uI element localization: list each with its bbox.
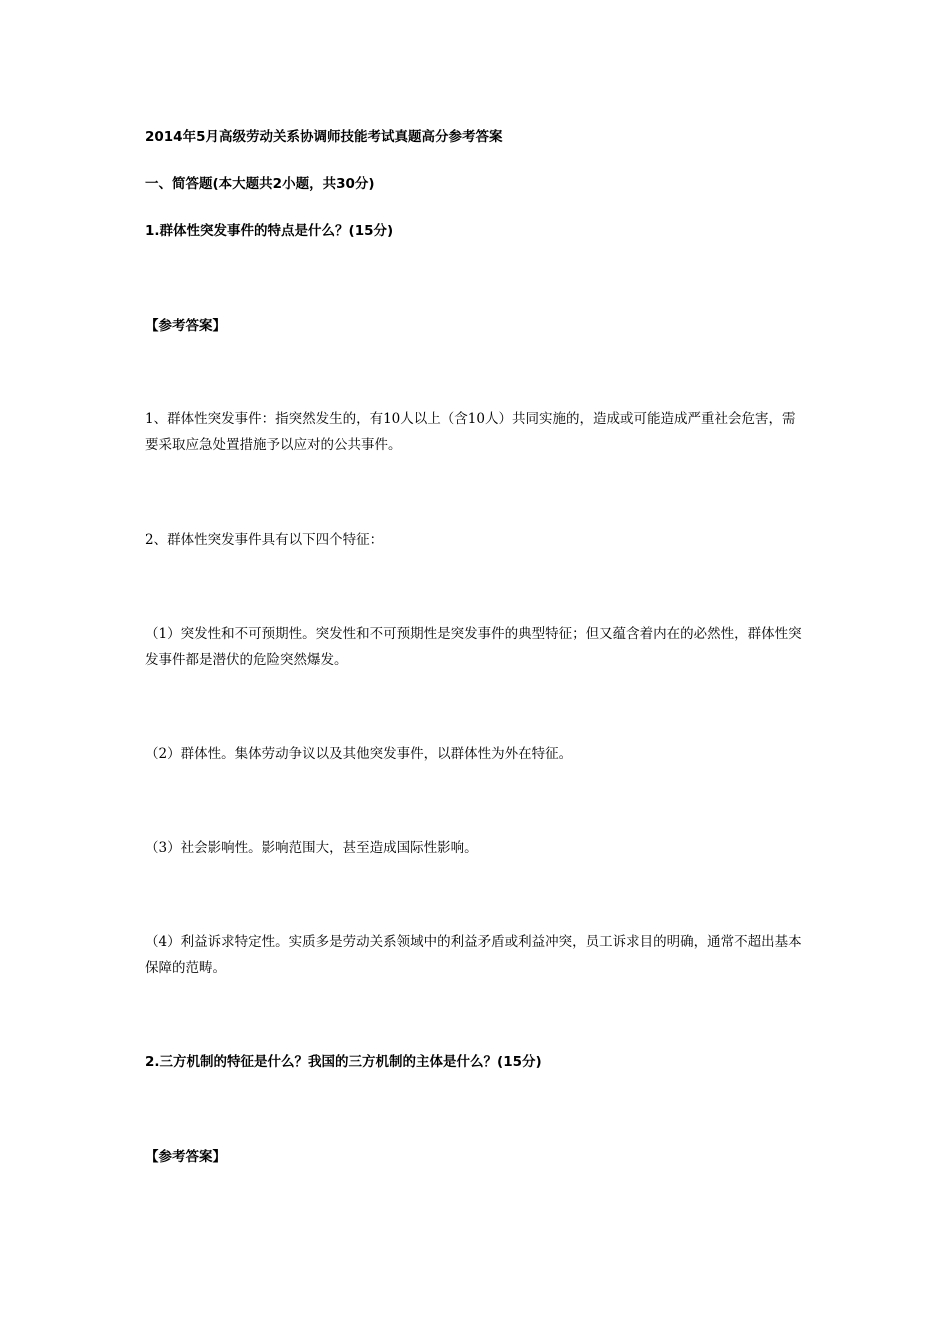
- document-title: 2014年5月高级劳动关系协调师技能考试真题高分参考答案: [145, 129, 503, 145]
- answer-label-1: 【参考答案】: [145, 318, 226, 334]
- section-heading: 一、简答题(本大题共2小题，共30分): [145, 176, 375, 192]
- answer-1-paragraph-2: 2、群体性突发事件具有以下四个特征：: [145, 532, 384, 548]
- question-2: 2.三方机制的特征是什么？我国的三方机制的主体是什么？(15分): [145, 1054, 542, 1070]
- answer-1-point-1: （1）突发性和不可预期性。突发性和不可预期性是突发事件的典型特征；但又蕴含着内在的必然性，群体性突发事件都是潜伏的危险突然爆发。: [145, 626, 802, 668]
- answer-1-point-4: （4）利益诉求特定性。实质多是劳动关系领域中的利益矛盾或利益冲突，员工诉求目的明确，通常不超出基本保障的范畴。: [145, 934, 802, 976]
- answer-1-point-2: （2）群体性。集体劳动争议以及其他突发事件，以群体性为外在特征。: [145, 746, 573, 762]
- answer-1-point-3: （3）社会影响性。影响范围大，甚至造成国际性影响。: [145, 840, 478, 856]
- answer-label-2: 【参考答案】: [145, 1149, 226, 1165]
- answer-1-paragraph-1: 1、群体性突发事件：指突然发生的，有10人以上（含10人）共同实施的，造成或可能造成严重社会危害，需要采取应急处置措施予以应对的公共事件。: [145, 411, 796, 453]
- question-1: 1.群体性突发事件的特点是什么？(15分): [145, 223, 394, 239]
